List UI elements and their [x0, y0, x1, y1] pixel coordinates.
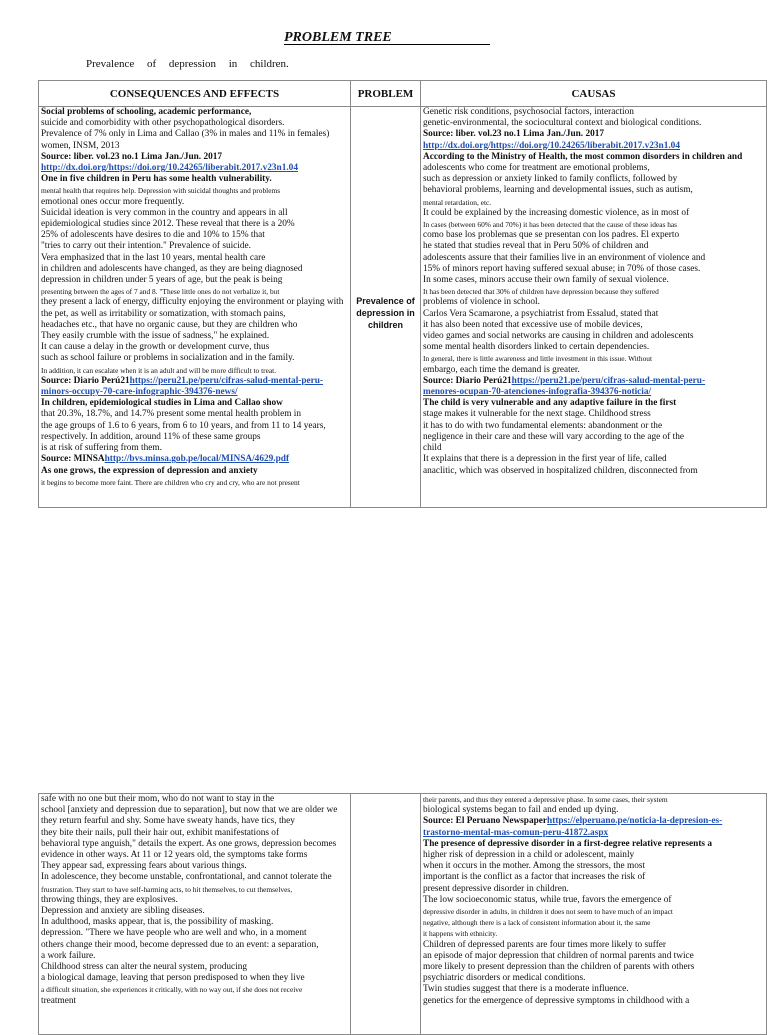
- text-line: psychiatric disorders or medical conditions.: [423, 973, 586, 984]
- text-line: women, INSM, 2013: [41, 140, 120, 151]
- text-line: As one grows, the expression of depression and anxiety: [41, 465, 258, 476]
- text-line: treatment: [41, 995, 77, 1006]
- text-line: In addition, it can escalate when it is an adult and will be more difficult to treat.: [41, 365, 277, 375]
- text-line: "tries to carry out their intention." Prevalence of suicide.: [41, 241, 251, 252]
- text-line: Childhood stress can alter the neural system, producing: [41, 962, 248, 973]
- text-line: Source: MINSAhttp://bvs.minsa.gob.pe/local/MINSA/4629.pdf: [41, 454, 290, 465]
- text-line: According to the Ministry of Health, the most common disorders in children and: [423, 151, 743, 162]
- text-line[interactable]: minors-occupy-70-care-infographic-394376-news/: [41, 387, 238, 398]
- text-line: it has also been noted that excessive use of mobile devices,: [423, 319, 643, 330]
- text-line: The low socioeconomic status, while true, favors the emergence of: [423, 894, 672, 905]
- text-line: Vera emphasized that in the last 10 years, mental health care: [41, 252, 266, 263]
- text-line: when it occurs in the mother. Among the stressors, the most: [423, 861, 646, 872]
- text-line: genetics for the emergence of depressive symptoms in childhood with a: [423, 995, 690, 1006]
- text-line: epidemiological studies since 2012. These reveal that there is a 20%: [41, 219, 295, 230]
- text-line: Carlos Vera Scamarone, a psychiatrist from Essalud, stated that: [423, 308, 659, 319]
- text-line: adolescents assure that their families live in an environment of violence and: [423, 252, 706, 263]
- text-line: depression in children under 5 years of age, but the peak is being: [41, 275, 283, 286]
- text-line: problems of violence in school.: [423, 297, 540, 308]
- text-line: One in five children in Peru has some health vulnerability.: [41, 174, 272, 185]
- text-line: important is the conflict as a factor that increases the risk of: [423, 872, 646, 883]
- header-problem: PROBLEM: [351, 81, 421, 107]
- text-line: it has to do with two fundamental elements: abandonment or the: [423, 420, 663, 431]
- text-line: Twin studies suggest that there is a moderate influence.: [423, 984, 629, 995]
- text-line[interactable]: menores-ocupan-70-atenciones-infografia-394376-noticia/: [423, 387, 652, 398]
- text-line: it happens with ethnicity.: [423, 929, 498, 939]
- text-line: in children and adolescents have changed, as they are being diagnosed: [41, 263, 303, 274]
- text-line: adolescents who come for treatment are emotional problems,: [423, 163, 650, 174]
- header-consequences: CONSEQUENCES AND EFFECTS: [39, 81, 351, 107]
- text-line: such as depression or anxiety linked to family conflicts, followed by: [423, 174, 678, 185]
- text-line: presenting between the ages of 7 and 8. "These little ones do not verbalize it, but: [41, 287, 280, 297]
- text-line: biological systems began to fail and ended up dying.: [423, 805, 619, 816]
- text-line: more likely to present depression than the children of parents with others: [423, 962, 695, 973]
- text-line: negligence in their care and these will vary according to the age of the: [423, 431, 684, 442]
- text-line: Source: El Peruano Newspaperhttps://elperuano.pe/noticia-la-depresion-es-: [423, 816, 723, 827]
- text-line: It could be explained by the increasing domestic violence, as in most of: [423, 207, 690, 218]
- consequences-cell-continued: [39, 794, 351, 1035]
- text-line: It explains that there is a depression in the first year of life, called: [423, 454, 667, 465]
- text-line: It can cause a delay in the growth or development curve, thus: [41, 342, 270, 353]
- source-link[interactable]: https://peru21.pe/peru/cifras-salud-mental-peru-: [129, 375, 324, 386]
- text-line: others change their mood, become depressed due to an event: a separation,: [41, 939, 319, 950]
- page-title: PROBLEM TREE: [284, 30, 392, 45]
- text-line: some mental health disorders linked to certain dependencies.: [423, 342, 650, 353]
- text-line: evidence in other ways. At 11 or 12 years old, the symptoms take forms: [41, 850, 308, 861]
- causes-cell-continued: [421, 794, 767, 1035]
- text-line: mental retardation, etc.: [423, 197, 492, 207]
- problem-text: Prevalence of depression in children: [356, 296, 415, 330]
- problem-cell-continued: [351, 794, 421, 1035]
- text-line: they return fearful and shy. Some have sweaty hands, have tics, they: [41, 816, 295, 827]
- text-line: mental health that requires help. Depression with suicidal thoughts and problems: [41, 186, 281, 196]
- text-line: The child is very vulnerable and any adaptive failure in the first: [423, 398, 677, 409]
- text-line: present depressive disorder in children.: [423, 883, 569, 894]
- text-line: is at risk of suffering from them.: [41, 443, 162, 454]
- text-line: embargo, each time the demand is greater.: [423, 364, 580, 375]
- text-line: 15% of minors report having suffered sexual abuse; in 70% of those cases.: [423, 263, 701, 274]
- text-line: depression. "There we have people who are well and who, in a moment: [41, 928, 307, 939]
- text-line[interactable]: trastorno-mental-mas-comun-peru-41872.aspx: [423, 827, 609, 838]
- text-line: negative, although there is a lack of consistent information about it, the same: [423, 918, 651, 928]
- text-line: the pet, as well as irritability or somatization, with stomach pains,: [41, 308, 286, 319]
- text-line: In cases (between 60% and 70%) it has been detected that the cause of these ideas has: [423, 220, 678, 230]
- text-line: como base los problemas que se presentan con los padres. El experto: [423, 230, 680, 241]
- text-line: Source: Diario Perú21https://peru21.pe/peru/cifras-salud-mental-peru-: [423, 375, 706, 386]
- text-line: video games and social networks are causing in children and adolescents: [423, 331, 694, 342]
- text-line: school [anxiety and depression due to separation], but now that we are older we: [41, 805, 338, 816]
- text-line: Suicidal ideation is very common in the country and appears in all: [41, 207, 288, 218]
- text-line: behavioral type anguish," details the expert. As one grows, depression becomes: [41, 838, 337, 849]
- source-link[interactable]: https://peru21.pe/peru/cifras-salud-mental-peru-: [511, 375, 706, 386]
- text-line: suicide and comorbidity with other psychopathological disorders.: [41, 118, 285, 129]
- text-line: a work failure.: [41, 950, 96, 961]
- text-line: a difficult situation, she experiences it critically, with no way out, if she does not receive: [41, 985, 303, 995]
- text-line: Children of depressed parents are four times more likely to suffer: [423, 939, 667, 950]
- text-line: headaches etc., that have no organic cause, but they are children who: [41, 319, 298, 330]
- text-line: emotional ones occur more frequently.: [41, 196, 185, 207]
- title-underline: [284, 44, 490, 45]
- text-line: Source: liber. vol.23 no.1 Lima Jan./Jun. 2017: [41, 151, 223, 162]
- text-line: stage makes it vulnerable for the next stage. Childhood stress: [423, 409, 651, 420]
- problem-cell: [351, 107, 421, 508]
- text-line: he stated that studies reveal that in Peru 50% of children and: [423, 241, 649, 252]
- text-line: It has been detected that 30% of children have depression because they suffered: [423, 287, 659, 297]
- text-line: an episode of major depression that children of normal parents and twice: [423, 950, 694, 961]
- problem-tree-table: [38, 80, 767, 508]
- text-line: In general, there is little awareness and little investment in this issue. Without: [423, 354, 653, 364]
- text-line: They appear sad, expressing fears about various things.: [41, 861, 247, 872]
- text-line: They easily crumble with the issue of sadness," he explained.: [41, 331, 270, 342]
- text-line: Depression and anxiety are sibling diseases.: [41, 906, 205, 917]
- text-line: genetic-environmental, the sociocultural context and biological conditions.: [423, 118, 702, 129]
- text-line: Prevalence of 7% only in Lima and Callao (3% in males and 11% in females): [41, 129, 330, 140]
- text-line: the age groups of 1.6 to 6 years, from 6 to 10 years, and from 11 to 14 years,: [41, 420, 326, 431]
- text-line: such as school failure or problems in socialization and in the family.: [41, 353, 295, 364]
- text-line: child: [423, 443, 442, 454]
- text-line: The presence of depressive disorder in a first-degree relative represents a: [423, 838, 713, 849]
- source-link[interactable]: http://bvs.minsa.gob.pe/local/MINSA/4629.pdf: [104, 454, 290, 465]
- text-line: 25% of adolescents have desires to die and 10% to 15% that: [41, 230, 265, 241]
- problem-tree-table-continued: [38, 793, 767, 1035]
- text-line: a biological damage, leaving that person predisposed to when they live: [41, 973, 305, 984]
- text-line: Source: liber. vol.23 no.1 Lima Jan./Jun. 2017: [423, 129, 605, 140]
- text-line: In children, epidemiological studies in Lima and Callao show: [41, 398, 283, 409]
- source-link[interactable]: https://elperuano.pe/noticia-la-depresion-es-: [547, 816, 723, 827]
- text-line: it begins to become more faint. There are children who cry and cry, who are not present: [41, 477, 300, 487]
- text-line: depressive disorder in adults, in children it does not seem to have much of an impact: [423, 907, 673, 917]
- consequences-cell: [39, 107, 351, 508]
- page-subtitle: Prevalence of depression in children.: [86, 58, 289, 70]
- text-line: throwing things, they are explosives.: [41, 894, 178, 905]
- text-line: anaclitic, which was observed in hospitalized children, disconnected from: [423, 465, 698, 476]
- text-line: In some cases, minors accuse their own family of sexual violence.: [423, 275, 669, 286]
- text-line[interactable]: http://dx.doi.org/https://doi.org/10.24265/liberabit.2017.v23n1.04: [423, 140, 680, 151]
- causes-cell: [421, 107, 767, 508]
- header-causes: CAUSAS: [421, 81, 767, 107]
- text-line: In adulthood, masks appear, that is, the possibility of masking.: [41, 917, 274, 928]
- text-line: Social problems of schooling, academic performance,: [41, 107, 252, 117]
- text-line: frustration. They start to have self-harming acts, to hit themselves, to cut themselves,: [41, 884, 293, 894]
- text-line: Genetic risk conditions, psychosocial factors, interaction: [423, 107, 634, 117]
- text-line: that 20.3%, 18.7%, and 14.7% present some mental health problem in: [41, 409, 301, 420]
- text-line: higher risk of depression in a child or adolescent, mainly: [423, 850, 635, 861]
- text-line: they bite their nails, pull their hair out, exhibit manifestations of: [41, 827, 280, 838]
- text-line: behavioral problems, learning and developmental issues, such as autism,: [423, 185, 693, 196]
- text-line: In adolescence, they become unstable, confrontational, and cannot tolerate the: [41, 872, 332, 883]
- text-line: safe with no one but their mom, who do not want to stay in the: [41, 794, 275, 804]
- text-line[interactable]: http://dx.doi.org/https://doi.org/10.24265/liberabit.2017.v23n1.04: [41, 163, 298, 174]
- text-line: their parents, and thus they entered a depressive phase. In some cases, their system: [423, 795, 668, 804]
- text-line: they present a lack of energy, difficulty enjoying the environment or playing with: [41, 297, 344, 308]
- text-line: Source: Diario Perú21https://peru21.pe/peru/cifras-salud-mental-peru-: [41, 375, 324, 386]
- text-line: respectively. In addition, around 11% of these same groups: [41, 431, 261, 442]
